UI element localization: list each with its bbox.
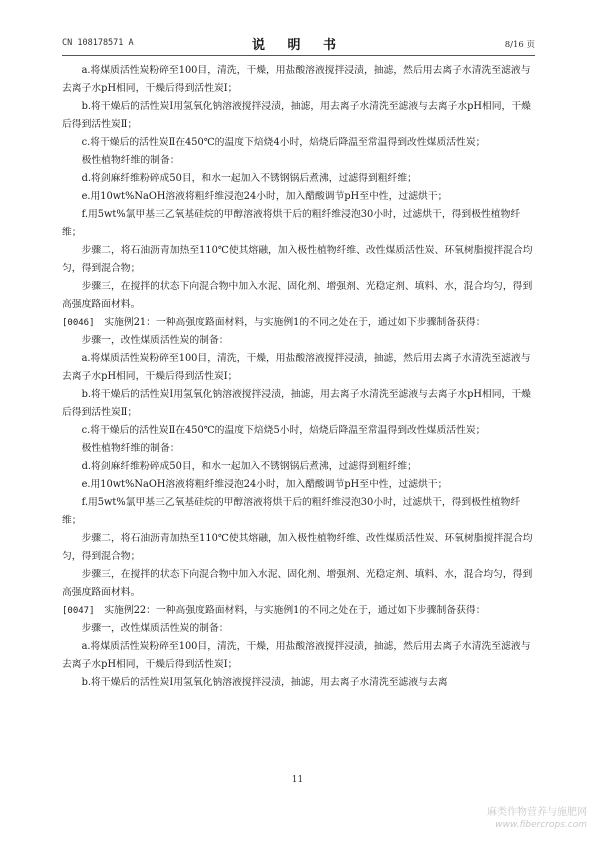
paragraph-text: b.将干燥后的活性炭Ⅰ用氢氧化钠溶液搅拌浸渍，抽滤，用去离子水清洗至滤液与去离 — [81, 677, 448, 688]
paragraph-text: 步骤二，将石油沥青加热至110℃使其熔融，加入极性植物纤维、改性煤质活性炭、环氧树脂搅拌混合均匀，得到混合物； — [62, 533, 533, 562]
paragraph-number: [0047] — [62, 606, 95, 616]
paragraph — [62, 314, 534, 332]
paragraph — [62, 242, 534, 278]
watermark — [487, 806, 587, 832]
paragraph-text: c.将干燥后的活性炭Ⅱ在450℃的温度下焙烧4小时，焙烧后降温至常温得到改性煤质活性炭； — [81, 137, 486, 148]
paragraph — [62, 476, 534, 494]
paragraph — [62, 134, 534, 152]
page-number: 11 — [291, 775, 304, 785]
paragraph-text: 实施例21：一种高强度路面材料，与实施例1的不同之处在于，通过如下步骤制备获得： — [104, 317, 486, 328]
paragraph — [62, 674, 534, 692]
watermark-site-name: 麻类作物营养与施肥网 — [487, 807, 587, 818]
paragraph — [62, 278, 534, 314]
paragraph-text: a.将煤质活性炭粉碎至100目，清洗，干燥，用盐酸溶液搅拌浸渍，抽滤，然后用去离子水清洗至滤液与去离子水pH相同，干燥后得到活性炭Ⅰ； — [62, 641, 531, 670]
paragraph-text: 步骤二，将石油沥青加热至110℃使其熔融，加入极性植物纤维、改性煤质活性炭、环氧树脂搅拌混合均匀，得到混合物； — [62, 245, 533, 274]
paragraph — [62, 188, 534, 206]
paragraph — [62, 206, 534, 242]
paragraph — [62, 152, 534, 170]
paragraph-text: d.将剑麻纤维粉碎成50目，和水一起加入不锈钢锅后煮沸，过滤得到粗纤维； — [81, 461, 417, 472]
paragraph — [62, 350, 534, 386]
paragraph — [62, 98, 534, 134]
paragraph-text: 步骤一，改性煤质活性炭的制备： — [81, 335, 229, 346]
paragraph-text: e.用10wt%NaOH溶液将粗纤维浸泡24小时，加入醋酸调节pH至中性，过滤烘干； — [81, 191, 448, 202]
paragraph — [62, 566, 534, 602]
paragraph-text: b.将干燥后的活性炭Ⅰ用氢氧化钠溶液搅拌浸渍，抽滤，用去离子水清洗至滤液与去离子水pH相同，干燥后得到活性炭Ⅱ； — [62, 389, 531, 418]
document-body — [62, 62, 534, 692]
paragraph — [62, 602, 534, 620]
paragraph-text: 步骤三，在搅拌的状态下向混合物中加入水泥、固化剂、增强剂、光稳定剂、填料、水，混合均匀，得到高强度路面材料。 — [62, 569, 533, 598]
paragraph-text: b.将干燥后的活性炭Ⅰ用氢氧化钠溶液搅拌浸渍，抽滤，用去离子水清洗至滤液与去离子水pH相同，干燥后得到活性炭Ⅱ； — [62, 101, 531, 130]
paragraph — [62, 170, 534, 188]
paragraph-text: f.用5wt%氯甲基三乙氧基硅烷的甲醇溶液将烘干后的粗纤维浸泡30小时，过滤烘干，得到极性植物纤维； — [62, 497, 521, 526]
paragraph-text: a.将煤质活性炭粉碎至100目，清洗，干燥，用盐酸溶液搅拌浸渍，抽滤，然后用去离子水清洗至滤液与去离子水pH相同，干燥后得到活性炭Ⅰ； — [62, 353, 531, 382]
paragraph — [62, 494, 534, 530]
paragraph — [62, 620, 534, 638]
paragraph — [62, 62, 534, 98]
publication-number: CN 108178571 A — [62, 38, 134, 48]
paragraph — [62, 530, 534, 566]
paragraph-number: [0046] — [62, 318, 95, 328]
document-title: 说 明 书 — [251, 38, 346, 53]
paragraph — [62, 422, 534, 440]
paragraph-text: 步骤一，改性煤质活性炭的制备： — [81, 623, 229, 634]
paragraph-text: f.用5wt%氯甲基三乙氧基硅烷的甲醇溶液将烘干后的粗纤维浸泡30小时，过滤烘干，得到极性植物纤维； — [62, 209, 521, 238]
paragraph-text: e.用10wt%NaOH溶液将粗纤维浸泡24小时，加入醋酸调节pH至中性，过滤烘干； — [81, 479, 448, 490]
paragraph — [62, 332, 534, 350]
paragraph-text: d.将剑麻纤维粉碎成50目，和水一起加入不锈钢锅后煮沸，过滤得到粗纤维； — [81, 173, 417, 184]
paragraph-text: 实施例22：一种高强度路面材料，与实施例1的不同之处在于，通过如下步骤制备获得： — [104, 605, 486, 616]
watermark-url: www.fibercrops.com — [495, 820, 587, 830]
paragraph-text: 步骤三，在搅拌的状态下向混合物中加入水泥、固化剂、增强剂、光稳定剂、填料、水，混合均匀，得到高强度路面材料。 — [62, 281, 533, 310]
paragraph — [62, 458, 534, 476]
page-reference: 8/16 页 — [504, 40, 535, 50]
paragraph-text: c.将干燥后的活性炭Ⅱ在450℃的温度下焙烧5小时，焙烧后降温至常温得到改性煤质活性炭； — [81, 425, 486, 436]
header-rule — [62, 55, 535, 56]
paragraph — [62, 440, 534, 458]
paragraph-text: 极性植物纤维的制备： — [81, 443, 180, 454]
paragraph — [62, 386, 534, 422]
paragraph — [62, 638, 534, 674]
paragraph-text: a.将煤质活性炭粉碎至100目，清洗，干燥，用盐酸溶液搅拌浸渍，抽滤，然后用去离子水清洗至滤液与去离子水pH相同，干燥后得到活性炭Ⅰ； — [62, 65, 531, 94]
page-header — [62, 34, 535, 52]
paragraph-text: 极性植物纤维的制备： — [81, 155, 180, 166]
